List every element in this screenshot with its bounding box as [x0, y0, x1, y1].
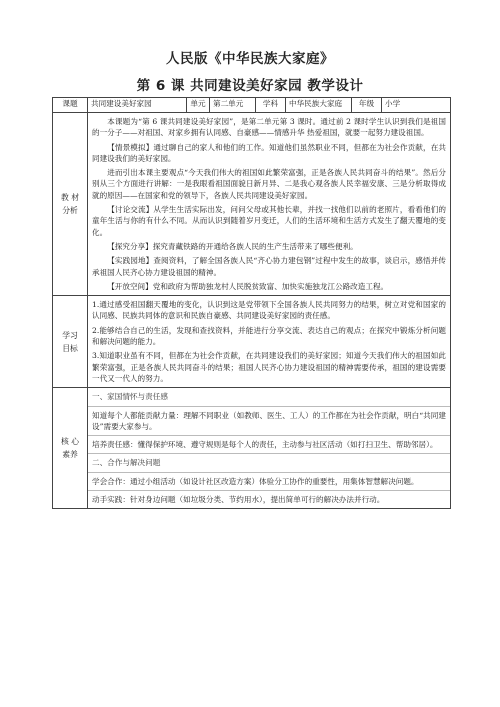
unit-value: 第二单元	[210, 98, 256, 113]
subject-label: 学科	[256, 98, 286, 113]
analysis-paragraph: 【实践园地】查阅资料，了解全国各族人民“齐心协力建包钢”过程中发生的故事，谈启示，感悟并传承祖国人民齐心协力建设祖国的精神。	[92, 256, 446, 277]
goal-item: 3.知道职业虽有不同，但都在为社会作贡献，在共同建设我们的美好家园；知道今天我们伟大的祖国如此繁荣富强，正是各族人民共同奋斗的结果；祖国人民齐心协力建设祖国的精神需要传承，祖国的建设需要一代又一代人的努力。	[92, 351, 446, 383]
grade-label: 年级	[352, 98, 382, 113]
core-section-title: 二、合作与解决问题	[92, 458, 161, 468]
lesson-label: 课题	[53, 98, 88, 113]
core-line: 培养责任感：懂得保护环境、遵守规则是每个人的责任，主动参与社区活动（如打扫卫生、帮助邻居）。	[92, 440, 438, 450]
unit-label: 单元	[187, 98, 210, 113]
grade-value: 小学	[382, 98, 451, 113]
header-row	[53, 98, 451, 113]
goals-label: 学习 目标	[53, 296, 88, 388]
analysis-row	[53, 113, 451, 296]
goal-item: 2.能够结合自己的生活，发现和查找资料，并能进行分享交流、表达自己的观点；在探究中锻炼分析问题和解决问题的能力。	[92, 325, 446, 347]
subject-value: 中华民族大家庭	[286, 98, 352, 113]
core-label: 核 心 素养	[53, 388, 88, 509]
lesson-plan-table	[52, 97, 451, 509]
goals-content	[88, 296, 451, 388]
core-line: 知道每个人都能贡献力量：理解不同职业（如教师、医生、工人）的工作都在为社会作贡献，明白“共同建设”需要大家参与。	[92, 410, 446, 431]
goal-item: 1.通过感受祖国翻天覆地的变化，认识到这是党带领下全国各族人民共同努力的结果，树立对党和国家的认同感、民族共同体的意识和民族自豪感、共同建设美好家园的责任感。	[92, 300, 446, 321]
core-section-title: 一、家国情怀与责任感	[92, 392, 168, 402]
analysis-paragraph: 进而引出本课主要观点“今天我们伟大的祖国如此繁荣富强，正是各族人民共同奋斗的结果”。然后分别从三个方面进行讲解：一是我眼看祖国面貌日新月异、二是我心观各族人民幸福安康、三是分析取得成就的原因——在国家和党的领导下，各族人民共同建设美好家园。	[92, 168, 446, 200]
analysis-content	[88, 113, 451, 296]
core-line: 动手实践：针对身边问题（如垃圾分类、节约用水），提出简单可行的解决办法并行动。	[92, 495, 385, 505]
document-title: 人民版《中华民族大家庭》	[166, 51, 334, 67]
analysis-paragraph: 【讨论交流】从学生生活实际出发，问问父母或其他长辈，并找一找他们以前的老照片，看看他们的童年生活与你的有什么不同。从而认识到随着岁月变迁，人们的生活环境和生活方式发生了翻天覆地的变化。	[92, 205, 446, 237]
core-content	[88, 388, 451, 509]
analysis-label: 教 材 分析	[53, 113, 88, 296]
analysis-paragraph: 【开放空间】党和政府为帮助独龙村人民脱贫致富、加快实施独龙江公路改造工程。	[107, 281, 389, 291]
goals-row	[53, 296, 451, 388]
analysis-paragraph: 【探究分享】探究青藏铁路的开通给各族人民的生产生活带来了哪些便利。	[107, 241, 358, 251]
lesson-title: 第 6 课 共同建设美好家园 教学设计	[136, 78, 364, 94]
core-row	[53, 388, 451, 509]
lesson-value: 共同建设美好家园	[88, 98, 187, 113]
core-line: 学会合作：通过小组活动（如设计社区改造方案）体验分工协作的重要性，用集体智慧解决问题。	[92, 476, 419, 486]
analysis-paragraph: 本课题为“第 6 课共同建设美好家园”，是第二单元第 3 课时。通过前 2 课时学生认识到我们是祖国的一分子——对祖国、对家乡拥有认同感、自豪感——情感升华 热爱祖国，就要一起努力建设祖国。	[92, 117, 446, 138]
analysis-paragraph: 【情景模拟】通过聊自己的家人和他们的工作。知道他们虽然职业不同，但都在为社会作贡献，在共同建设我们的美好家园。	[92, 142, 446, 163]
